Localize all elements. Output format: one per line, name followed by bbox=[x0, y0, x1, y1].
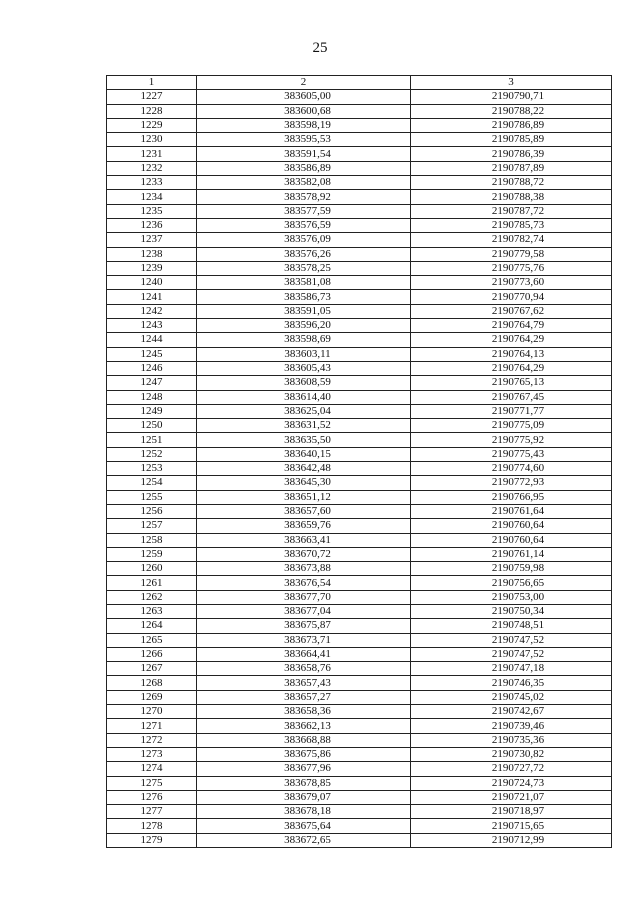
x-coordinate-cell: 383658,76 bbox=[197, 662, 411, 676]
y-coordinate-cell: 2190735,36 bbox=[411, 733, 612, 747]
y-coordinate-cell: 2190761,64 bbox=[411, 504, 612, 518]
y-coordinate-cell: 2190747,52 bbox=[411, 633, 612, 647]
table-row bbox=[107, 533, 612, 547]
y-coordinate-cell: 2190715,65 bbox=[411, 819, 612, 833]
x-coordinate-cell: 383677,96 bbox=[197, 762, 411, 776]
point-number-cell: 1252 bbox=[107, 447, 197, 461]
table-row bbox=[107, 590, 612, 604]
y-coordinate-cell: 2190750,34 bbox=[411, 604, 612, 618]
x-coordinate-cell: 383657,43 bbox=[197, 676, 411, 690]
point-number-cell: 1266 bbox=[107, 647, 197, 661]
table-row bbox=[107, 276, 612, 290]
point-number-cell: 1265 bbox=[107, 633, 197, 647]
y-coordinate-cell: 2190739,46 bbox=[411, 719, 612, 733]
point-number-cell: 1229 bbox=[107, 118, 197, 132]
table-row bbox=[107, 233, 612, 247]
y-coordinate-cell: 2190748,51 bbox=[411, 619, 612, 633]
point-number-cell: 1254 bbox=[107, 476, 197, 490]
table-row bbox=[107, 705, 612, 719]
y-coordinate-cell: 2190759,98 bbox=[411, 562, 612, 576]
table-row bbox=[107, 676, 612, 690]
coordinates-table bbox=[106, 75, 612, 848]
x-coordinate-cell: 383676,54 bbox=[197, 576, 411, 590]
table-row bbox=[107, 747, 612, 761]
point-number-cell: 1244 bbox=[107, 333, 197, 347]
point-number-cell: 1230 bbox=[107, 133, 197, 147]
y-coordinate-cell: 2190721,07 bbox=[411, 790, 612, 804]
table-row bbox=[107, 390, 612, 404]
table-row bbox=[107, 619, 612, 633]
table-row bbox=[107, 161, 612, 175]
y-coordinate-cell: 2190746,35 bbox=[411, 676, 612, 690]
point-number-cell: 1270 bbox=[107, 705, 197, 719]
point-number-cell: 1233 bbox=[107, 176, 197, 190]
table-row bbox=[107, 361, 612, 375]
point-number-cell: 1236 bbox=[107, 218, 197, 232]
x-coordinate-cell: 383658,36 bbox=[197, 705, 411, 719]
point-number-cell: 1264 bbox=[107, 619, 197, 633]
x-coordinate-cell: 383678,18 bbox=[197, 805, 411, 819]
point-number-cell: 1253 bbox=[107, 462, 197, 476]
table-row bbox=[107, 261, 612, 275]
point-number-cell: 1263 bbox=[107, 604, 197, 618]
x-coordinate-cell: 383576,26 bbox=[197, 247, 411, 261]
y-coordinate-cell: 2190782,74 bbox=[411, 233, 612, 247]
point-number-cell: 1276 bbox=[107, 790, 197, 804]
x-coordinate-cell: 383581,08 bbox=[197, 276, 411, 290]
column-header-1: 1 bbox=[107, 76, 197, 90]
x-coordinate-cell: 383578,92 bbox=[197, 190, 411, 204]
table-row bbox=[107, 662, 612, 676]
x-coordinate-cell: 383657,27 bbox=[197, 690, 411, 704]
table-row bbox=[107, 190, 612, 204]
point-number-cell: 1259 bbox=[107, 547, 197, 561]
x-coordinate-cell: 383576,09 bbox=[197, 233, 411, 247]
point-number-cell: 1245 bbox=[107, 347, 197, 361]
table-row bbox=[107, 433, 612, 447]
point-number-cell: 1247 bbox=[107, 376, 197, 390]
x-coordinate-cell: 383586,73 bbox=[197, 290, 411, 304]
x-coordinate-cell: 383598,69 bbox=[197, 333, 411, 347]
column-header-3: 3 bbox=[411, 76, 612, 90]
x-coordinate-cell: 383586,89 bbox=[197, 161, 411, 175]
y-coordinate-cell: 2190745,02 bbox=[411, 690, 612, 704]
y-coordinate-cell: 2190764,29 bbox=[411, 333, 612, 347]
y-coordinate-cell: 2190785,73 bbox=[411, 218, 612, 232]
y-coordinate-cell: 2190788,38 bbox=[411, 190, 612, 204]
x-coordinate-cell: 383679,07 bbox=[197, 790, 411, 804]
y-coordinate-cell: 2190724,73 bbox=[411, 776, 612, 790]
x-coordinate-cell: 383614,40 bbox=[197, 390, 411, 404]
y-coordinate-cell: 2190773,60 bbox=[411, 276, 612, 290]
table-row bbox=[107, 604, 612, 618]
x-coordinate-cell: 383591,54 bbox=[197, 147, 411, 161]
x-coordinate-cell: 383662,13 bbox=[197, 719, 411, 733]
table-row bbox=[107, 176, 612, 190]
point-number-cell: 1272 bbox=[107, 733, 197, 747]
point-number-cell: 1258 bbox=[107, 533, 197, 547]
y-coordinate-cell: 2190730,82 bbox=[411, 747, 612, 761]
table-row bbox=[107, 719, 612, 733]
x-coordinate-cell: 383640,15 bbox=[197, 447, 411, 461]
y-coordinate-cell: 2190764,79 bbox=[411, 319, 612, 333]
point-number-cell: 1231 bbox=[107, 147, 197, 161]
y-coordinate-cell: 2190790,71 bbox=[411, 90, 612, 104]
y-coordinate-cell: 2190775,43 bbox=[411, 447, 612, 461]
table-row bbox=[107, 204, 612, 218]
point-number-cell: 1235 bbox=[107, 204, 197, 218]
point-number-cell: 1279 bbox=[107, 833, 197, 847]
point-number-cell: 1269 bbox=[107, 690, 197, 704]
y-coordinate-cell: 2190760,64 bbox=[411, 533, 612, 547]
y-coordinate-cell: 2190785,89 bbox=[411, 133, 612, 147]
point-number-cell: 1274 bbox=[107, 762, 197, 776]
x-coordinate-cell: 383675,87 bbox=[197, 619, 411, 633]
table-row bbox=[107, 304, 612, 318]
table-row bbox=[107, 633, 612, 647]
x-coordinate-cell: 383678,85 bbox=[197, 776, 411, 790]
y-coordinate-cell: 2190766,95 bbox=[411, 490, 612, 504]
table-row bbox=[107, 833, 612, 847]
y-coordinate-cell: 2190770,94 bbox=[411, 290, 612, 304]
y-coordinate-cell: 2190747,52 bbox=[411, 647, 612, 661]
table-row bbox=[107, 504, 612, 518]
table-row bbox=[107, 419, 612, 433]
table-row bbox=[107, 490, 612, 504]
x-coordinate-cell: 383625,04 bbox=[197, 404, 411, 418]
table-row bbox=[107, 247, 612, 261]
x-coordinate-cell: 383595,53 bbox=[197, 133, 411, 147]
point-number-cell: 1234 bbox=[107, 190, 197, 204]
x-coordinate-cell: 383675,64 bbox=[197, 819, 411, 833]
y-coordinate-cell: 2190756,65 bbox=[411, 576, 612, 590]
page-number: 25 bbox=[312, 40, 328, 56]
y-coordinate-cell: 2190787,72 bbox=[411, 204, 612, 218]
y-coordinate-cell: 2190771,77 bbox=[411, 404, 612, 418]
y-coordinate-cell: 2190774,60 bbox=[411, 462, 612, 476]
y-coordinate-cell: 2190747,18 bbox=[411, 662, 612, 676]
x-coordinate-cell: 383675,86 bbox=[197, 747, 411, 761]
point-number-cell: 1250 bbox=[107, 419, 197, 433]
point-number-cell: 1251 bbox=[107, 433, 197, 447]
y-coordinate-cell: 2190787,89 bbox=[411, 161, 612, 175]
point-number-cell: 1237 bbox=[107, 233, 197, 247]
table-row bbox=[107, 319, 612, 333]
table-row bbox=[107, 447, 612, 461]
table-row bbox=[107, 476, 612, 490]
table-row bbox=[107, 147, 612, 161]
x-coordinate-cell: 383603,11 bbox=[197, 347, 411, 361]
point-number-cell: 1267 bbox=[107, 662, 197, 676]
y-coordinate-cell: 2190786,39 bbox=[411, 147, 612, 161]
point-number-cell: 1242 bbox=[107, 304, 197, 318]
table-row bbox=[107, 647, 612, 661]
x-coordinate-cell: 383577,59 bbox=[197, 204, 411, 218]
x-coordinate-cell: 383657,60 bbox=[197, 504, 411, 518]
point-number-cell: 1268 bbox=[107, 676, 197, 690]
point-number-cell: 1246 bbox=[107, 361, 197, 375]
point-number-cell: 1249 bbox=[107, 404, 197, 418]
x-coordinate-cell: 383591,05 bbox=[197, 304, 411, 318]
point-number-cell: 1227 bbox=[107, 90, 197, 104]
table-row bbox=[107, 519, 612, 533]
point-number-cell: 1240 bbox=[107, 276, 197, 290]
x-coordinate-cell: 383659,76 bbox=[197, 519, 411, 533]
point-number-cell: 1271 bbox=[107, 719, 197, 733]
y-coordinate-cell: 2190775,92 bbox=[411, 433, 612, 447]
table-row bbox=[107, 90, 612, 104]
point-number-cell: 1238 bbox=[107, 247, 197, 261]
x-coordinate-cell: 383642,48 bbox=[197, 462, 411, 476]
y-coordinate-cell: 2190765,13 bbox=[411, 376, 612, 390]
y-coordinate-cell: 2190772,93 bbox=[411, 476, 612, 490]
point-number-cell: 1256 bbox=[107, 504, 197, 518]
x-coordinate-cell: 383645,30 bbox=[197, 476, 411, 490]
x-coordinate-cell: 383670,72 bbox=[197, 547, 411, 561]
y-coordinate-cell: 2190788,72 bbox=[411, 176, 612, 190]
x-coordinate-cell: 383631,52 bbox=[197, 419, 411, 433]
y-coordinate-cell: 2190718,97 bbox=[411, 805, 612, 819]
table-row bbox=[107, 118, 612, 132]
table-row bbox=[107, 805, 612, 819]
y-coordinate-cell: 2190775,09 bbox=[411, 419, 612, 433]
table-row bbox=[107, 576, 612, 590]
x-coordinate-cell: 383605,00 bbox=[197, 90, 411, 104]
y-coordinate-cell: 2190742,67 bbox=[411, 705, 612, 719]
x-coordinate-cell: 383673,71 bbox=[197, 633, 411, 647]
point-number-cell: 1239 bbox=[107, 261, 197, 275]
table-body bbox=[107, 90, 612, 848]
y-coordinate-cell: 2190775,76 bbox=[411, 261, 612, 275]
point-number-cell: 1261 bbox=[107, 576, 197, 590]
point-number-cell: 1232 bbox=[107, 161, 197, 175]
point-number-cell: 1257 bbox=[107, 519, 197, 533]
table-row bbox=[107, 347, 612, 361]
y-coordinate-cell: 2190727,72 bbox=[411, 762, 612, 776]
table-row bbox=[107, 819, 612, 833]
x-coordinate-cell: 383598,19 bbox=[197, 118, 411, 132]
x-coordinate-cell: 383605,43 bbox=[197, 361, 411, 375]
x-coordinate-cell: 383668,88 bbox=[197, 733, 411, 747]
point-number-cell: 1278 bbox=[107, 819, 197, 833]
point-number-cell: 1243 bbox=[107, 319, 197, 333]
x-coordinate-cell: 383578,25 bbox=[197, 261, 411, 275]
table-row bbox=[107, 776, 612, 790]
point-number-cell: 1260 bbox=[107, 562, 197, 576]
table-row bbox=[107, 290, 612, 304]
point-number-cell: 1248 bbox=[107, 390, 197, 404]
table-header-row bbox=[107, 76, 612, 90]
table-row bbox=[107, 404, 612, 418]
y-coordinate-cell: 2190767,45 bbox=[411, 390, 612, 404]
y-coordinate-cell: 2190712,99 bbox=[411, 833, 612, 847]
x-coordinate-cell: 383582,08 bbox=[197, 176, 411, 190]
table-row bbox=[107, 733, 612, 747]
y-coordinate-cell: 2190779,58 bbox=[411, 247, 612, 261]
point-number-cell: 1262 bbox=[107, 590, 197, 604]
x-coordinate-cell: 383608,59 bbox=[197, 376, 411, 390]
y-coordinate-cell: 2190767,62 bbox=[411, 304, 612, 318]
table-row bbox=[107, 562, 612, 576]
x-coordinate-cell: 383576,59 bbox=[197, 218, 411, 232]
table-row bbox=[107, 376, 612, 390]
table-row bbox=[107, 762, 612, 776]
x-coordinate-cell: 383596,20 bbox=[197, 319, 411, 333]
table-row bbox=[107, 333, 612, 347]
y-coordinate-cell: 2190788,22 bbox=[411, 104, 612, 118]
point-number-cell: 1228 bbox=[107, 104, 197, 118]
table-row bbox=[107, 547, 612, 561]
x-coordinate-cell: 383664,41 bbox=[197, 647, 411, 661]
table-row bbox=[107, 790, 612, 804]
y-coordinate-cell: 2190753,00 bbox=[411, 590, 612, 604]
y-coordinate-cell: 2190760,64 bbox=[411, 519, 612, 533]
table-row bbox=[107, 462, 612, 476]
x-coordinate-cell: 383677,04 bbox=[197, 604, 411, 618]
x-coordinate-cell: 383663,41 bbox=[197, 533, 411, 547]
x-coordinate-cell: 383673,88 bbox=[197, 562, 411, 576]
y-coordinate-cell: 2190764,29 bbox=[411, 361, 612, 375]
table-row bbox=[107, 218, 612, 232]
x-coordinate-cell: 383672,65 bbox=[197, 833, 411, 847]
point-number-cell: 1277 bbox=[107, 805, 197, 819]
x-coordinate-cell: 383651,12 bbox=[197, 490, 411, 504]
x-coordinate-cell: 383635,50 bbox=[197, 433, 411, 447]
table-row bbox=[107, 133, 612, 147]
table-row bbox=[107, 690, 612, 704]
table-row bbox=[107, 104, 612, 118]
y-coordinate-cell: 2190786,89 bbox=[411, 118, 612, 132]
point-number-cell: 1255 bbox=[107, 490, 197, 504]
y-coordinate-cell: 2190764,13 bbox=[411, 347, 612, 361]
x-coordinate-cell: 383677,70 bbox=[197, 590, 411, 604]
column-header-2: 2 bbox=[197, 76, 411, 90]
x-coordinate-cell: 383600,68 bbox=[197, 104, 411, 118]
y-coordinate-cell: 2190761,14 bbox=[411, 547, 612, 561]
point-number-cell: 1275 bbox=[107, 776, 197, 790]
point-number-cell: 1273 bbox=[107, 747, 197, 761]
point-number-cell: 1241 bbox=[107, 290, 197, 304]
